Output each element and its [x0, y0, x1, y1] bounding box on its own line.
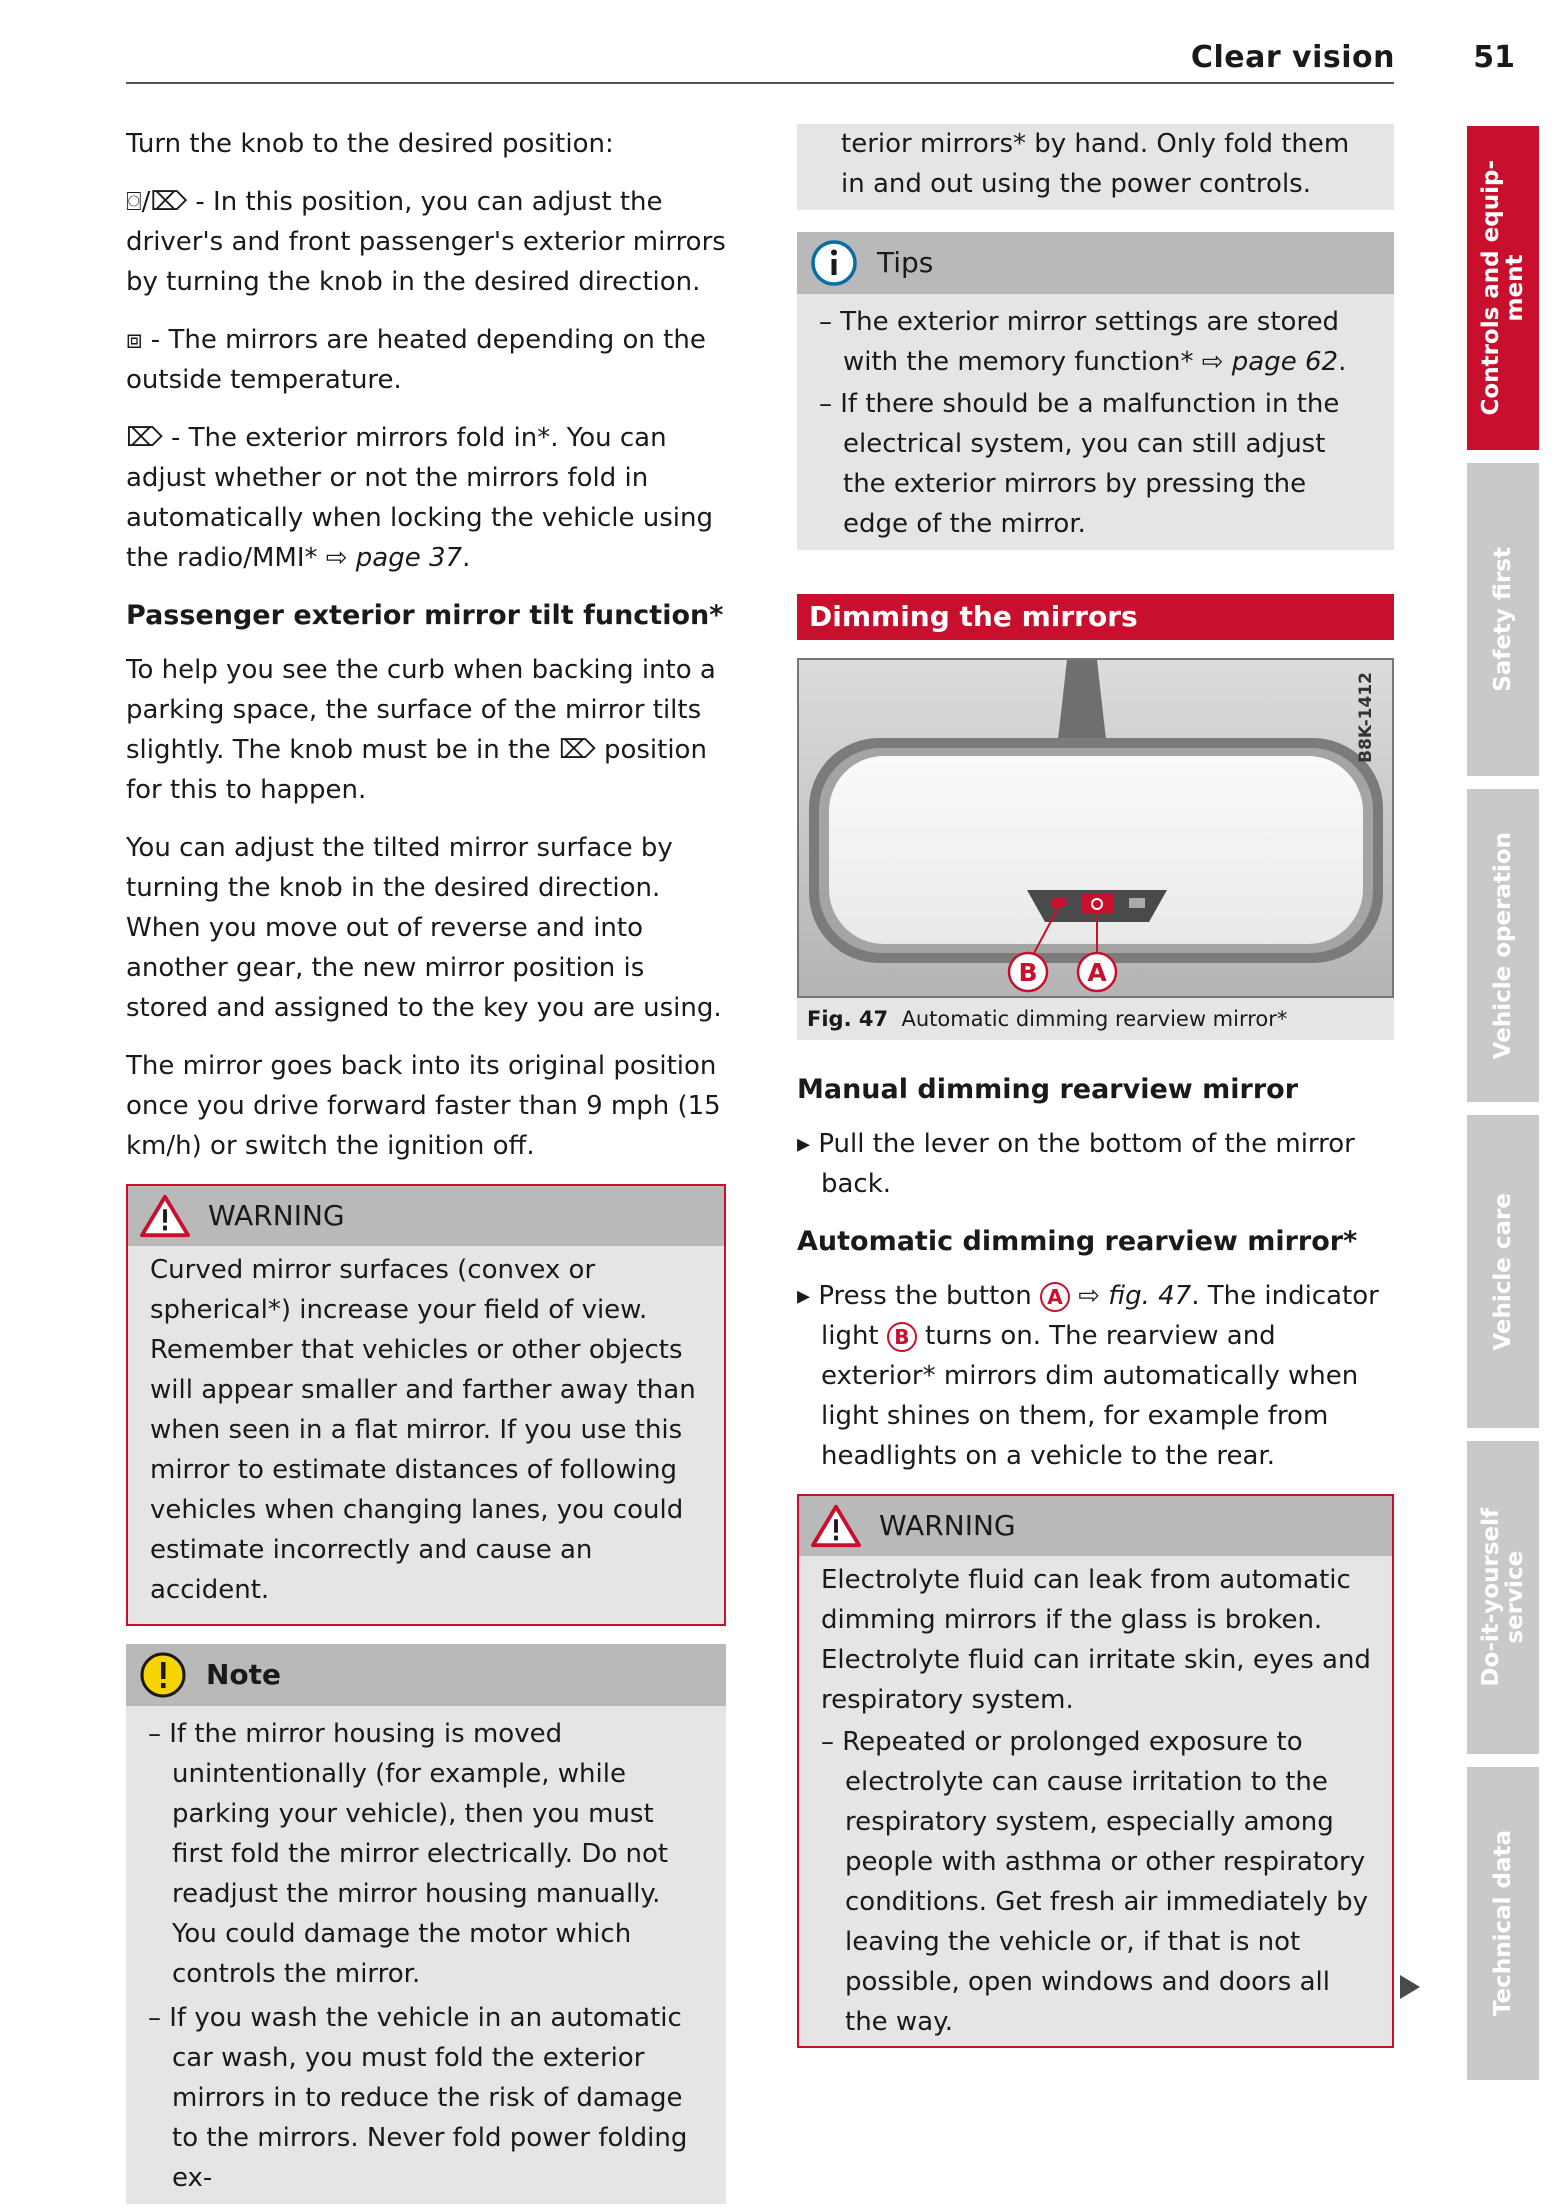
tilt-paragraph-1: To help you see the curb when backing into a parking space, the surface of the mirror tilts slightly. The knob must be in the ⌦ position for this to happen.: [126, 655, 716, 805]
dimming-section-heading: Dimming the mirrors: [797, 594, 1394, 640]
warning-item: – Repeated or prolonged exposure to electrolyte can cause irritation to the respiratory system, especially among people with asthma or other respiratory conditions. Get fresh air immediately by leaving the vehicle or, if that is not possible, open windows and doors all the way.: [821, 1727, 1369, 2037]
right-column: [797, 124, 1394, 2048]
note-continued-box: terior mirrors* by hand. Only fold them in and out using the power controls.: [797, 124, 1394, 210]
exclamation-icon: [138, 1650, 188, 1700]
note-header: [126, 1644, 726, 1706]
warning-header: [799, 1496, 1392, 1556]
warning-body: Curved mirror surfaces (convex or spherical*) increase your field of view. Remember that vehicles or other objects will appear smaller and farther away than when seen in a flat mirror. If you use this mirror to estimate distances of following vehicles when changing lanes, you could estimate incorrectly and cause an accident.: [150, 1255, 696, 1605]
mirror-position-icon: ⌦: [558, 735, 596, 765]
automatic-dimming-heading: Automatic dimming rearview mirror*: [797, 1226, 1358, 1257]
warning-text: Electrolyte fluid can leak from automatic dimming mirrors if the glass is broken. Electrolyte fluid can irritate skin, eyes and respiratory system.: [821, 1565, 1371, 1715]
mirror-heat-icon: ⧈: [126, 325, 143, 355]
continue-arrow-icon: [1400, 1975, 1420, 1999]
figure-caption: Fig. 47 Automatic dimming rearview mirror*: [797, 998, 1394, 1040]
warning-header: [128, 1186, 724, 1246]
warning-box: [126, 1184, 726, 1626]
manual-dimming-heading: Manual dimming rearview mirror: [797, 1074, 1299, 1105]
tips-header: [797, 232, 1394, 294]
knob-item-heat: ⧈ - The mirrors are heated depending on the outside temperature.: [126, 325, 706, 395]
header-rule: [126, 82, 1394, 84]
side-tab-safety[interactable]: Safety first: [1467, 463, 1539, 776]
note-body: [126, 1706, 726, 2204]
warning-box-electrolyte: [797, 1494, 1394, 2048]
tips-body: [797, 294, 1394, 550]
tilt-paragraph-3: The mirror goes back into its original position once you drive forward faster than 9 mph (15 km/h) or switch the ignition off.: [126, 1051, 721, 1161]
page-reference-link[interactable]: ⇨ page 62: [1201, 347, 1339, 377]
tilt-paragraph-2: You can adjust the tilted mirror surface by turning the knob in the desired direction. When you move out of reverse and into another gear, the new mirror position is stored and assigned to the key you are using.: [126, 833, 722, 1023]
tips-item: – The exterior mirror settings are stored with the memory function* ⇨ page 62.: [819, 307, 1347, 377]
light-b-label: B: [887, 1322, 917, 1352]
warning-title: WARNING: [879, 1509, 1016, 1542]
warning-icon: [811, 1501, 861, 1551]
side-tab-diy-service[interactable]: Do-it-yourself service: [1467, 1441, 1539, 1754]
note-box: [126, 1644, 726, 2204]
figure-code: B8K-1412: [1356, 672, 1376, 763]
info-icon: [809, 238, 859, 288]
warning-body: [799, 1556, 1392, 2046]
note-item: – If you wash the vehicle in an automatic car wash, you must fold the exterior mirrors in to reduce the risk of damage to the mirrors. Never fold power folding ex-: [148, 2003, 688, 2193]
button-a-label: A: [1040, 1282, 1070, 1312]
figure-reference-link[interactable]: ⇨ fig. 47: [1069, 1281, 1192, 1311]
rearview-mirror-illustration: [799, 660, 1394, 996]
warning-title: WARNING: [208, 1199, 345, 1232]
note-item: – If the mirror housing is moved unintentionally (for example, while parking your vehicle), then you must first fold the mirror electrically. Do not readjust the mirror housing manually. You could damage the motor which controls the mirror.: [148, 1719, 669, 1989]
callout-b: B: [1018, 958, 1038, 987]
page-number: 51: [1473, 40, 1515, 75]
tips-title: Tips: [877, 246, 934, 279]
manual-dimming-step: ▸ Pull the lever on the bottom of the mirror back.: [797, 1129, 1355, 1199]
note-title: Note: [206, 1658, 282, 1691]
left-column: [126, 124, 726, 2204]
automatic-dimming-step: ▸ Press the button A ⇨ fig. 47. The indicator light B turns on. The rearview and exterior* mirrors dim automatically when light shines on them, for example from headlights on a vehicle to the rear.: [797, 1281, 1379, 1471]
knob-item-adjust: ⌼/⌦ - In this position, you can adjust the driver's and front passenger's exterior mirrors by turning the knob in the desired direction.: [126, 187, 726, 297]
side-tab-controls[interactable]: Controls and equip- ment: [1467, 126, 1539, 450]
warning-icon: [140, 1191, 190, 1241]
tilt-function-heading: Passenger exterior mirror tilt function*: [126, 600, 724, 631]
side-tab-vehicle-care[interactable]: Vehicle care: [1467, 1115, 1539, 1428]
intro-text: Turn the knob to the desired position:: [126, 129, 614, 159]
mirror-fold-icon: ⌦: [126, 423, 163, 453]
knob-item-fold: ⌦ - The exterior mirrors fold in*. You can adjust whether or not the mirrors fold in automatically when locking the vehicle using the radio/MMI* ⇨ page 37.: [126, 423, 713, 573]
page-reference-link[interactable]: ⇨ page 37: [325, 543, 463, 573]
rearview-mirror-figure: [797, 658, 1394, 998]
mirror-adjust-icon: ⌼/⌦: [126, 187, 188, 217]
section-title: Clear vision: [1190, 40, 1395, 75]
side-tab-vehicle-operation[interactable]: Vehicle operation: [1467, 789, 1539, 1102]
side-tab-technical-data[interactable]: Technical data: [1467, 1767, 1539, 2080]
tips-item: – If there should be a malfunction in the electrical system, you can still adjust the exterior mirrors by pressing the edge of the mirror.: [819, 389, 1340, 539]
callout-a: A: [1087, 958, 1107, 987]
tips-box: [797, 232, 1394, 550]
